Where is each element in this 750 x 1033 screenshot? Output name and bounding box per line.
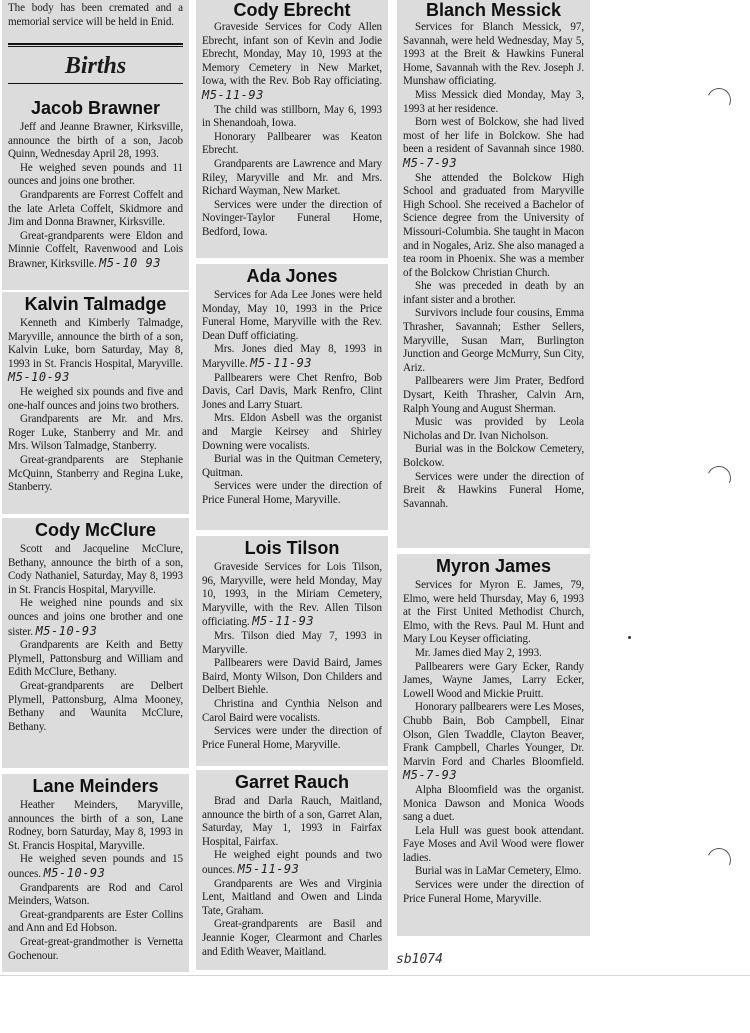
obituary-paragraph: Mrs. Tilson died May 7, 1993 in Maryville. (202, 629, 382, 656)
announcement-paragraph: Brad and Darla Rauch, Maitland, announce the birth of a son, Garret Alan, Saturday, May 1, 1993 in Fairfax Hospital, Fairfax. (202, 795, 382, 848)
announcement-paragraph: Great-grandparents are Stephanie McQuinn, Stanberry and Regina Luke, Stanberry. (8, 453, 183, 494)
clipping-myron-james (397, 554, 590, 936)
announcement-paragraph (8, 853, 183, 881)
obituary-text: Born west of Bolckow, she had lived most of her life in Bolckow. She had been a resident of Savannah since 1980. (403, 116, 584, 156)
obituary-name: Myron James (435, 556, 552, 576)
obituary-paragraph: Pallbearers were Jim Prater, Bedford Dysart, Keith Thrasher, Calvin Arn, Ralph Young and August Sherman. (403, 375, 584, 415)
obituary-text: Graveside Services for Cody Allen Ebrecht, infant son of Kevin and Jodie Ebrecht, Monday, May 10, 1993 at the Memory Cemetery in New Market, Iowa, with the Rev. Bob Ray officiating. (202, 21, 382, 88)
obituary-paragraph: Mr. James died May 2, 1993. (415, 646, 542, 659)
clipping-ada-jones (196, 264, 388, 530)
handwritten-date-note: M5-10-93 (35, 623, 98, 638)
clipping-blanch-messick (397, 0, 590, 548)
binder-hole-icon (704, 463, 735, 494)
handwritten-date-note: M5-7-93 (403, 768, 458, 783)
handwritten-date-note: M5-11-93 (237, 861, 300, 876)
clipping-cody-ebrecht (196, 0, 388, 258)
announcement-paragraph: Great-great-grandmother is Vernetta Gochenour. (8, 935, 183, 962)
clipping-top-fragment (2, 0, 189, 40)
clipping-lane-meinders (2, 774, 189, 972)
obituary-paragraph: She attended the Bolckow High School and graduated from Maryville High School. She received a Bachelor of Science degree from the University of Missouri-Columbia. She taught in Macon and in Nogales, Ariz. She also managed a tea room in Phoenix. She was a member of the Bolckow Christian Church. (403, 171, 584, 279)
announcement-text: He weighed nine pounds and six ounces and joins one brother and one sister. (8, 597, 183, 638)
announcement-paragraph (8, 317, 183, 386)
announcement-name: Garret Rauch (234, 772, 350, 792)
handwritten-date-note: M5-11-93 (252, 614, 315, 629)
obituary-text: Mrs. Jones died May 8, 1993 in Maryville. (202, 343, 382, 370)
handwritten-date-note: M5-10-93 (8, 370, 70, 385)
announcement-name: Jacob Brawner (30, 98, 161, 118)
handwritten-date-note: M5-11-93 (250, 355, 313, 370)
binder-hole-icon (704, 845, 735, 876)
obituary-paragraph: Pallbearers were David Baird, James Baird, Monty Wilson, Don Childers and Delbert Biehle. (202, 657, 382, 697)
clipping-kalvin-talmadge (2, 292, 189, 514)
announcement-name: Cody McClure (34, 520, 157, 540)
obituary-paragraph: Miss Messick died Monday, May 3, 1993 at her residence. (403, 88, 584, 115)
announcement-name: Kalvin Talmadge (24, 294, 167, 314)
announcement-name: Lane Meinders (32, 776, 159, 796)
announcement-paragraph: Heather Meinders, Maryville, announces the birth of a son, Lane Rodney, born Saturday, May 8, 1993 in St. Francis Hospital, Maryville. (8, 799, 183, 852)
obituary-paragraph: She was preceded in death by an infant sister and a brother. (403, 280, 584, 306)
obituary-paragraph: Christina and Cynthia Nelson and Carol Baird were vocalists. (202, 697, 382, 724)
obituary-text: Honorary pallbearers were Les Moses, Chubb Bain, Bob Campbell, Einar Olson, Glen Twaddle, Clayton Beaver, Frank Campbell, Charles Younger, Dr. Marvin Ford and Charles Bloomfield. (403, 701, 584, 768)
births-rule-thin (8, 46, 183, 47)
announcement-text: He weighed eight pounds and two ounces. (202, 849, 382, 876)
obituary-name: Blanch Messick (425, 0, 562, 20)
announcement-paragraph: Jeff and Jeanne Brawner, Kirksville, announce the birth of a son, Jacob Quinn, Wednesday April 28, 1993. (8, 121, 183, 161)
obituary-paragraph (403, 701, 584, 784)
speck-mark (628, 636, 631, 639)
obituary-paragraph: Services for Blanch Messick, 97, Savannah, were held Wednesday, May 5, 1993 at the Breit & Hawkins Funeral Home, Savannah with the Rev. Joseph J. Munshaw officiating. (403, 21, 584, 88)
obituary-paragraph: Grandparents are Lawrence and Mary Riley, Maryville and Mr. and Mrs. Richard Wayman, New Market. (202, 157, 382, 198)
announcement-paragraph: He weighed seven pounds and 11 ounces and joins one brother. (8, 161, 183, 188)
obituary-text: Graveside Services for Lois Tilson, 96, Maryville, were held Monday, May 10, 1993, in the Miriam Cemetery, Maryville, with the Rev. Allen Tilson officiating. (202, 561, 382, 629)
clipping-garret-rauch (196, 770, 388, 970)
births-rule (8, 43, 183, 45)
obituary-paragraph: Lela Hull was guest book attendant. Faye Moses and Avil Wood were flower ladies. (403, 824, 584, 864)
obituary-paragraph: The child was stillborn, May 6, 1993 in Shenandoah, Iowa. (202, 103, 382, 130)
obituary-paragraph: Survivors include four cousins, Emma Thrasher, Savannah; Esther Sellers, Maryville, Susan Marr, Burlington Junction and George McMurry, Sun City, Ariz. (403, 307, 584, 374)
announcement-paragraph: Grandparents are Keith and Betty Plymell, Pattonsburg and William and Edith McClure, Bethany. (8, 639, 183, 679)
obituary-paragraph: Burial was in LaMar Cemetery, Elmo. (415, 865, 582, 878)
clipping-cody-mcclure (2, 518, 189, 768)
obituary-paragraph: Pallbearers were Gary Ecker, Randy James, Wayne James, Larry Ecker, Lowell Wood and Mickie Pruitt. (403, 660, 584, 700)
clipping-jacob-brawner (2, 96, 189, 290)
births-section-title: Births (64, 53, 127, 79)
obituary-paragraph: Music was provided by Leola Nicholas and Dr. Ivan Nicholson. (403, 416, 584, 442)
births-header (2, 38, 189, 96)
obituary-paragraph: Services were under the direction of Novinger-Taylor Funeral Home, Bedford, Iowa. (202, 198, 382, 238)
obituary-paragraph: Pallbearers were Chet Renfro, Bob Davis, Carl Davis, Mark Renfro, Clint Jones and Larry Stuart. (202, 371, 382, 411)
announcement-paragraph (8, 230, 183, 272)
handwritten-date-note: M5-10-93 (43, 865, 106, 880)
obituary-paragraph (202, 21, 382, 104)
announcement-text: Kenneth and Kimberly Talmadge, Maryville, announce the birth of a son, Kalvin Luke, born Saturday, May 8, 1993 in St. Francis Hospital, Maryville. (8, 317, 183, 370)
announcement-paragraph: Grandparents are Rod and Carol Meinders, Watson. (8, 881, 183, 908)
obituary-name: Cody Ebrecht (233, 0, 351, 20)
announcement-paragraph: Grandparents are Forrest Coffelt and the late Arleta Coffelt, Skidmore and Jim and Donna Brawner, Kirksville. (8, 188, 183, 229)
obituary-paragraph: Burial was in the Quitman Cemetery, Quitman. (202, 453, 382, 479)
obituary-name: Lois Tilson (244, 538, 340, 558)
announcement-paragraph (202, 849, 382, 877)
binder-hole-icon (704, 85, 735, 116)
catalog-number: sb1074 (396, 952, 443, 967)
obituary-paragraph: Services for Myron E. James, 79, Elmo, were held Thursday, May 6, 1993 at the First United Methodist Church, Elmo, with the Revs. Paul M. Hunt and Mary Lou Keyser officiating. (403, 579, 584, 646)
obituary-paragraph: Services were under the direction of Price Funeral Home, Maryville. (202, 480, 382, 506)
obituary-paragraph (202, 561, 382, 630)
births-rule-bottom (8, 83, 183, 84)
announcement-paragraph: Scott and Jacqueline McClure, Bethany, announce the birth of a son, Cody Nathaniel, Saturday, May 8, 1993 in St. Francis Hospital, Maryville. (8, 543, 183, 596)
announcement-paragraph: Great-grandparents are Delbert Plymell, Pattonsburg, Alma Mooney, Bethany and Waunita McClure, Bethany. (8, 679, 183, 733)
obituary-paragraph: Honorary Pallbearer was Keaton Ebrecht. (202, 130, 382, 157)
clipping-lois-tilson (196, 536, 388, 766)
obituary-paragraph: Services were under the direction of Price Funeral Home, Maryville. (403, 879, 584, 905)
announcement-paragraph (8, 597, 183, 639)
obituary-paragraph: Mrs. Eldon Asbell was the organist and Margie Keirsey and Shirley Downing were vocalists. (202, 412, 382, 452)
announcement-text: He weighed seven pounds and 15 ounces. (8, 853, 183, 880)
obituary-paragraph: Services for Ada Lee Jones were held Monday, May 10, 1993 in the Price Funeral Home, Maryville with the Rev. Dean Duff officiating. (202, 289, 382, 342)
obituary-paragraph: Services were under the direction of Breit & Hawkins Funeral Home, Savannah. (403, 470, 584, 510)
obituary-paragraph: Burial was in the Bolckow Cemetery, Bolckow. (403, 443, 584, 469)
obituary-name: Ada Jones (246, 266, 338, 286)
announcement-text: Great-grandparents were Eldon and Minnie Coffelt, Ravenwood and Lois Brawner, Kirksville. (8, 229, 183, 270)
obituary-paragraph: Alpha Bloomfield was the organist. Monica Dawson and Monica Woods sang a duet. (403, 783, 584, 824)
handwritten-date-note: M5-11-93 (202, 87, 264, 102)
announcement-paragraph: Great-grandparents are Ester Collins and Ann and Ed Hobson. (8, 908, 183, 935)
clipping-top-text: The body has been cremated and a memorial service will be held in Enid. (8, 2, 183, 28)
obituary-paragraph (403, 116, 584, 171)
obituary-paragraph (202, 343, 382, 371)
handwritten-date-note: M5-10 93 (99, 255, 161, 270)
announcement-paragraph: Grandparents are Mr. and Mrs. Roger Luke, Stanberry and Mr. and Mrs. Wilson Talmadge, Stanberry. (8, 413, 183, 453)
page-bottom-edge (0, 975, 750, 976)
announcement-paragraph: He weighed six pounds and five and one-half ounces and joins two brothers. (8, 385, 183, 412)
announcement-paragraph: Great-grandparents are Basil and Jeannie Koger, Clearmont and Charles and Edith Weaver, Maitland. (202, 918, 382, 958)
obituary-paragraph: Services were under the direction of Price Funeral Home, Maryville. (202, 725, 382, 751)
announcement-paragraph: Grandparents are Wes and Virginia Lent, Maitland and Owen and Linda Tate, Graham. (202, 877, 382, 917)
handwritten-date-note: M5-7-93 (403, 155, 458, 170)
